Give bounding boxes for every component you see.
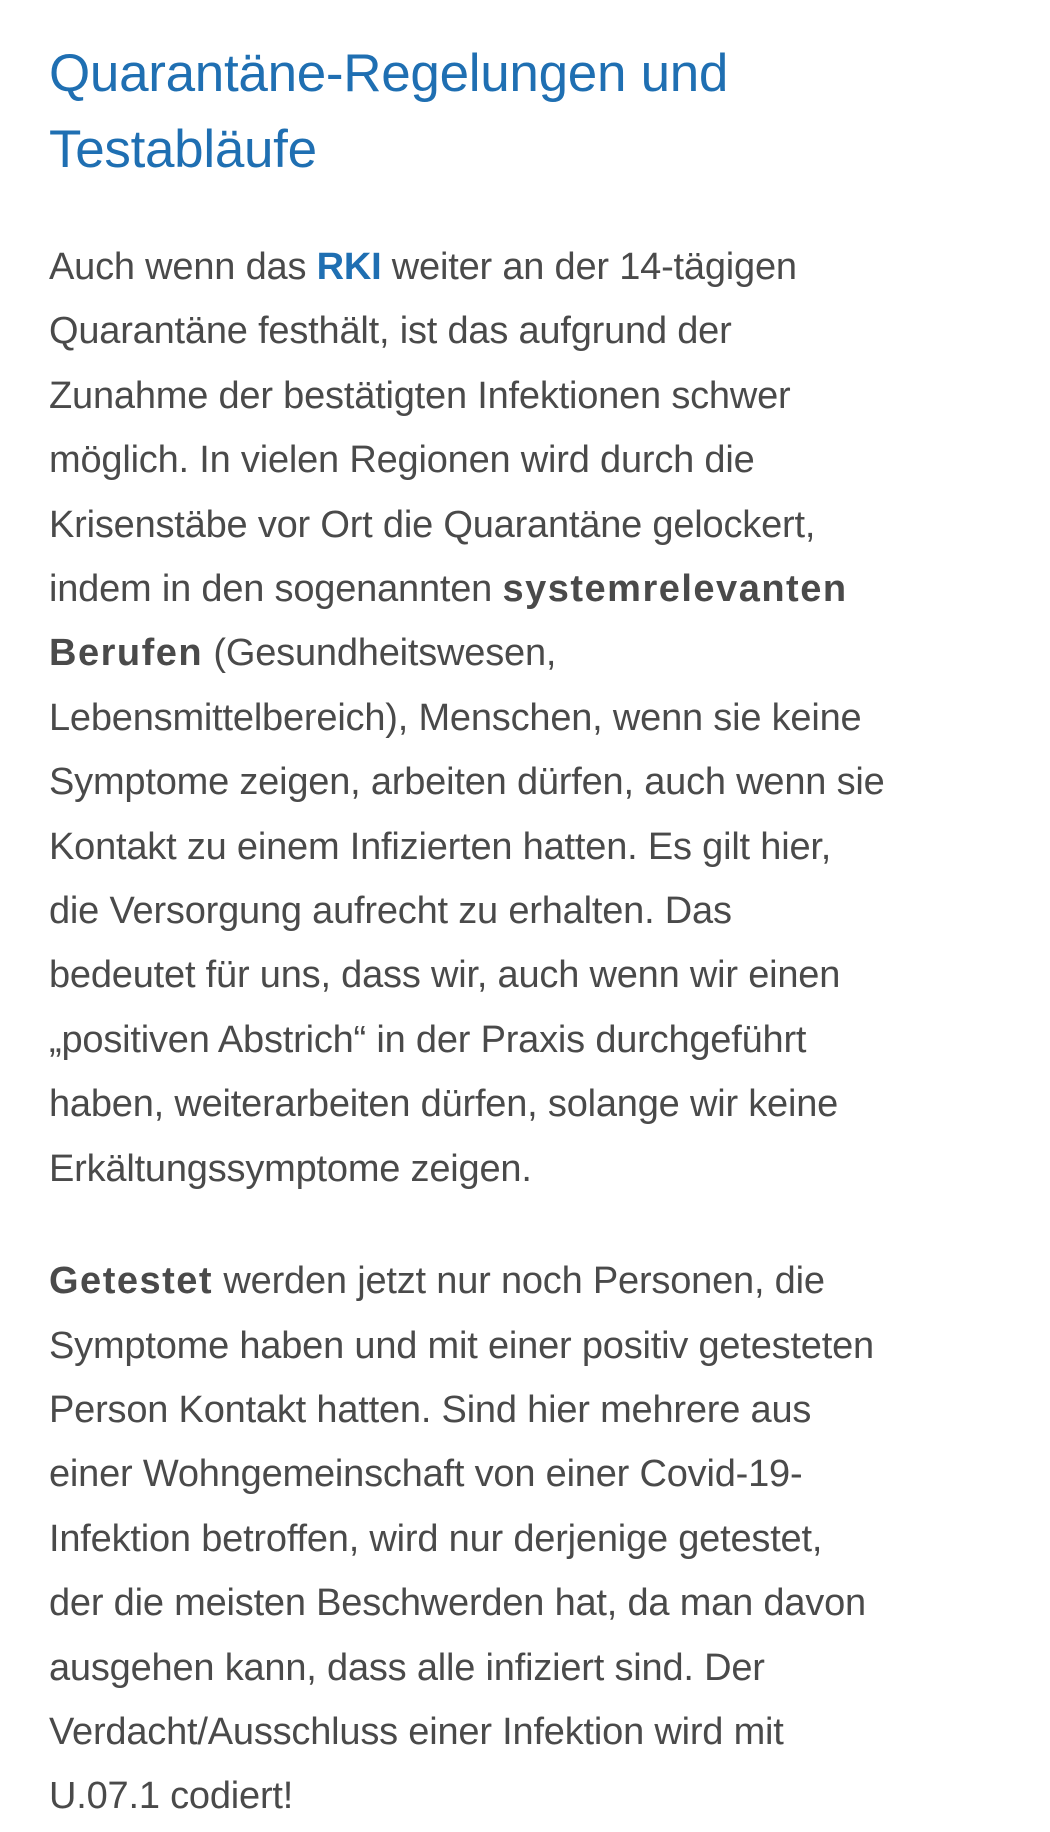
text-line: Verdacht/Ausschluss einer Infektion wird mit [49,1710,784,1753]
bold-term: Getestet [49,1260,214,1303]
text-line [49,235,1009,299]
text-line: haben, weiterarbeiten dürfen, solange wir keine [49,1083,839,1126]
paragraph-quarantine [49,235,1009,1201]
text-line: bedeutet für uns, dass wir, auch wenn wir einen [49,954,841,997]
text-line: die Versorgung aufrecht zu erhalten. Das [49,890,732,933]
text-line: der die meisten Beschwerden hat, da man davon [49,1582,866,1625]
text-segment: Auch wenn das [49,246,317,288]
text-line: Erkältungssymptome zeigen. [49,1147,532,1190]
text-line: einer Wohngemeinschaft von einer Covid-19- [49,1453,803,1496]
text-line: Symptome zeigen, arbeiten dürfen, auch wenn sie [49,761,885,804]
rki-link[interactable]: RKI [316,246,382,288]
text-segment: werden jetzt nur noch Personen, die [213,1260,825,1303]
text-line: Quarantäne festhält, ist das aufgrund der [49,310,732,353]
text-line [49,557,1009,621]
text-line [49,621,1009,685]
bold-term: systemrelevanten [502,568,848,611]
text-segment: weiter an der 14-tägigen [381,246,797,288]
text-line: U.07.1 codiert! [49,1775,294,1818]
text-line: möglich. In vielen Regionen wird durch die [49,439,755,482]
text-line: Zunahme der bestätigten Infektionen schwer [49,374,791,417]
text-line: ausgehen kann, dass alle infiziert sind. Der [49,1646,765,1689]
text-segment: indem in den sogenannten [49,568,503,611]
article [49,36,1009,1829]
text-line: Lebensmittelbereich), Menschen, wenn sie keine [49,696,862,739]
text-line: Krisenstäbe vor Ort die Quarantäne gelockert, [49,503,816,546]
paragraph-testing [49,1249,1009,1829]
article-heading [49,36,1009,188]
text-segment: (Gesundheitswesen, [203,632,557,675]
text-line: „positiven Abstrich“ in der Praxis durchgeführt [49,1018,807,1061]
heading-line: Quarantäne-Regelungen und [49,44,729,103]
text-line: Infektion betroffen, wird nur derjenige getestet, [49,1517,823,1560]
bold-term: Berufen [49,632,204,675]
text-line: Kontakt zu einem Infizierten hatten. Es gilt hier, [49,825,832,868]
text-line [49,1249,1009,1313]
text-line: Person Kontakt hatten. Sind hier mehrere aus [49,1388,812,1431]
heading-line: Testabläufe [49,120,317,179]
text-line: Symptome haben und mit einer positiv getesteten [49,1324,874,1367]
